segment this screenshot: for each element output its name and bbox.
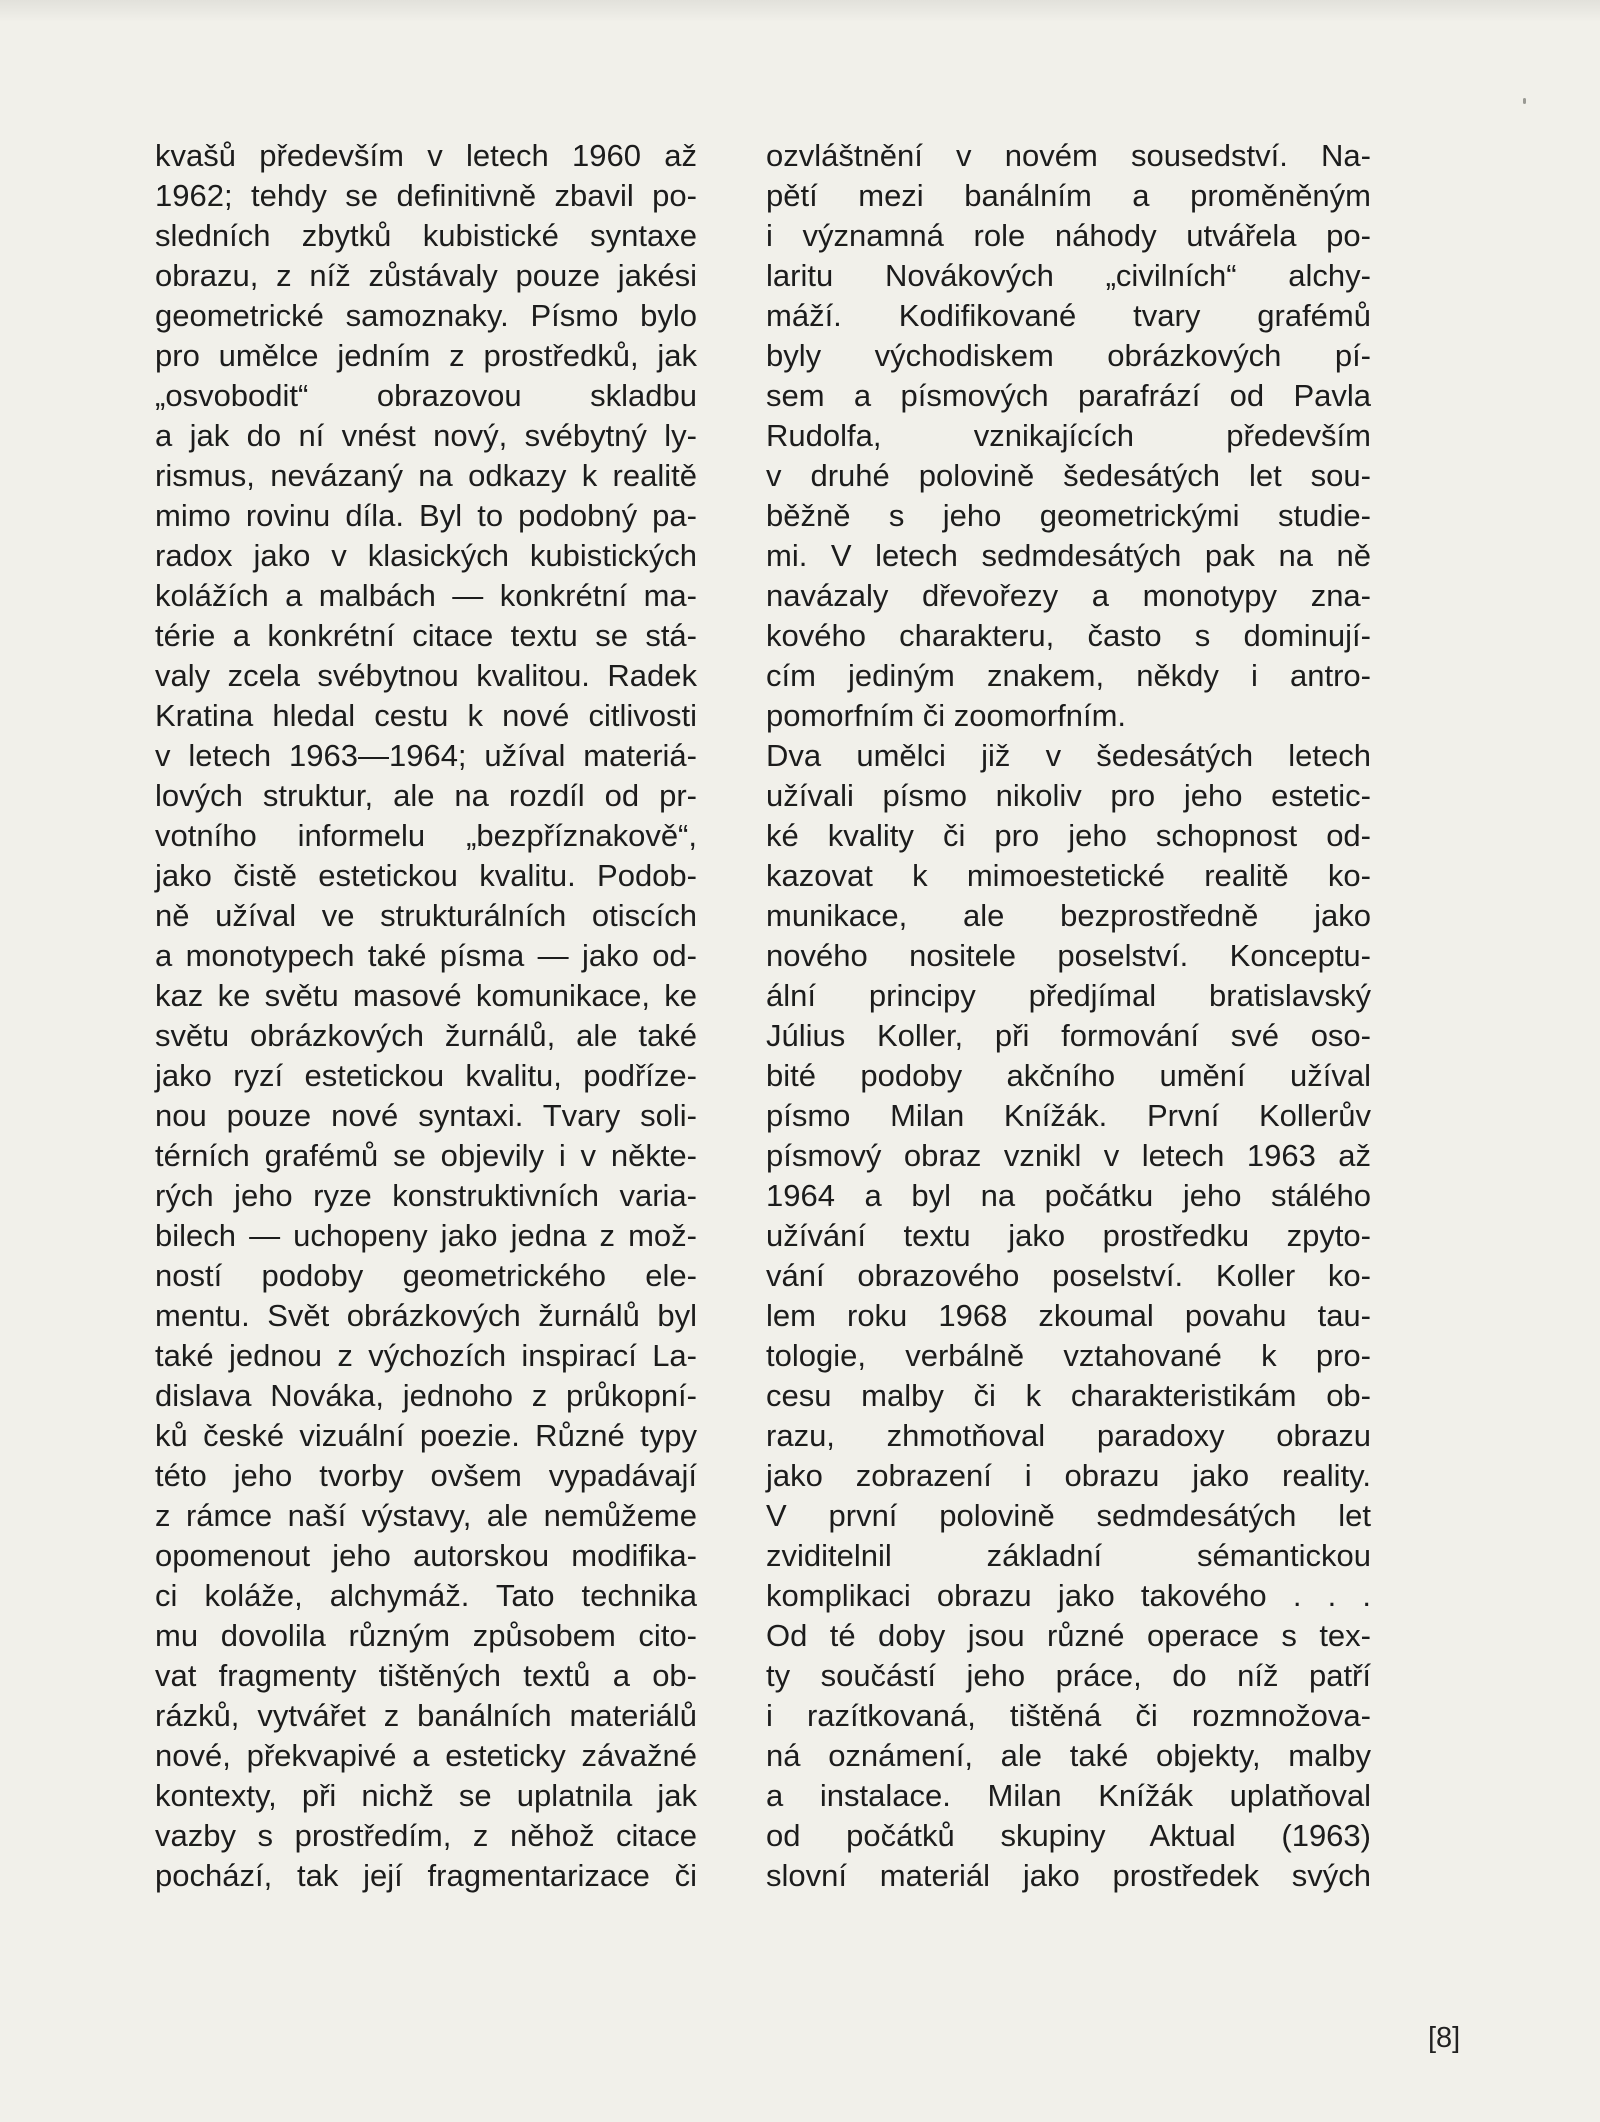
text-line: komplikaci obrazu jako takového . . . xyxy=(766,1578,1371,1613)
text-line: bité podoby akčního umění užíval xyxy=(766,1058,1371,1093)
text-line: také jednou z výchozích inspirací La- xyxy=(155,1338,697,1373)
text-line: votního informelu „bezpříznakově“, xyxy=(155,818,697,853)
text-line: vat fragmenty tištěných textů a ob- xyxy=(155,1658,697,1693)
text-line: kontexty, při nichž se uplatnila jak xyxy=(155,1778,697,1813)
text-line: a monotypech také písma — jako od- xyxy=(155,938,697,973)
text-line: zviditelnil základní sémantickou xyxy=(766,1538,1371,1573)
text-line: „osvobodit“ obrazovou skladbu xyxy=(155,378,697,413)
text-line: jako ryzí estetickou kvalitu, podříze- xyxy=(155,1058,697,1093)
text-line: valy zcela svébytnou kvalitou. Radek xyxy=(155,658,697,693)
text-line: Od té doby jsou různé operace s tex- xyxy=(766,1618,1371,1653)
page-top-edge xyxy=(0,0,1600,22)
text-line: ké kvality či pro jeho schopnost od- xyxy=(766,818,1371,853)
text-line: ozvláštnění v novém sousedství. Na- xyxy=(766,138,1371,173)
text-line: opomenout jeho autorskou modifika- xyxy=(155,1538,697,1573)
text-line: a jak do ní vnést nový, svébytný ly- xyxy=(155,418,697,453)
text-line: kolážích a malbách — konkrétní ma- xyxy=(155,578,697,613)
text-line: geometrické samoznaky. Písmo bylo xyxy=(155,298,697,333)
text-line: mu dovolila různým způsobem cito- xyxy=(155,1618,697,1653)
text-line: jako čistě estetickou kvalitu. Podob- xyxy=(155,858,697,893)
text-line: V první polovině sedmdesátých let xyxy=(766,1498,1371,1533)
text-line: Rudolfa, vznikajících především xyxy=(766,418,1371,453)
text-line: mentu. Svět obrázkových žurnálů byl xyxy=(155,1298,697,1333)
text-line: nové, překvapivé a esteticky závažné xyxy=(155,1738,697,1773)
text-line: lových struktur, ale na rozdíl od pr- xyxy=(155,778,697,813)
text-line: ci koláže, alchymáž. Tato technika xyxy=(155,1578,697,1613)
text-line: lem roku 1968 zkoumal povahu tau- xyxy=(766,1298,1371,1333)
text-line: sledních zbytků kubistické syntaxe xyxy=(155,218,697,253)
text-line: z rámce naší výstavy, ale nemůžeme xyxy=(155,1498,697,1533)
text-line: térie a konkrétní citace textu se stá- xyxy=(155,618,697,653)
text-line: světu obrázkových žurnálů, ale také xyxy=(155,1018,697,1053)
text-line: máží. Kodifikované tvary grafémů xyxy=(766,298,1371,333)
text-line: a instalace. Milan Knížák uplatňoval xyxy=(766,1778,1371,1813)
text-line: kazovat k mimoestetické realitě ko- xyxy=(766,858,1371,893)
text-line: jako zobrazení i obrazu jako reality. xyxy=(766,1458,1371,1493)
text-line: tologie, verbálně vztahované k pro- xyxy=(766,1338,1371,1373)
text-line: i významná role náhody utvářela po- xyxy=(766,218,1371,253)
text-line: térních grafémů se objevily i v někte- xyxy=(155,1138,697,1173)
text-line: rázků, vytvářet z banálních materiálů xyxy=(155,1698,697,1733)
text-line: laritu Novákových „civilních“ alchy- xyxy=(766,258,1371,293)
text-line: munikace, ale bezprostředně jako xyxy=(766,898,1371,933)
text-line: razu, zhmotňoval paradoxy obrazu xyxy=(766,1418,1371,1453)
paper-speck xyxy=(1523,98,1526,104)
text-column-left xyxy=(155,136,697,1896)
text-line: ně užíval ve strukturálních otiscích xyxy=(155,898,697,933)
text-line: nového nositele poselství. Konceptu- xyxy=(766,938,1371,973)
text-line: užívali písmo nikoliv pro jeho estetic- xyxy=(766,778,1371,813)
text-line: ální principy předjímal bratislavský xyxy=(766,978,1371,1013)
text-line: i razítkovaná, tištěná či rozmnožova- xyxy=(766,1698,1371,1733)
text-line: pro umělce jedním z prostředků, jak xyxy=(155,338,697,373)
text-line: navázaly dřevořezy a monotypy zna- xyxy=(766,578,1371,613)
text-line: 1964 a byl na počátku jeho stálého xyxy=(766,1178,1371,1213)
text-line: běžně s jeho geometrickými studie- xyxy=(766,498,1371,533)
text-line: Dva umělci již v šedesátých letech xyxy=(766,738,1371,773)
page-number: [8] xyxy=(1428,2022,1461,2054)
text-line: slovní materiál jako prostředek svých xyxy=(766,1858,1371,1893)
text-line: písmový obraz vznikl v letech 1963 až xyxy=(766,1138,1371,1173)
text-line: ty součástí jeho práce, do níž patří xyxy=(766,1658,1371,1693)
text-line: kaz ke světu masové komunikace, ke xyxy=(155,978,697,1013)
text-line: sem a písmových parafrází od Pavla xyxy=(766,378,1371,413)
text-line: ná oznámení, ale také objekty, malby xyxy=(766,1738,1371,1773)
text-line: cesu malby či k charakteristikám ob- xyxy=(766,1378,1371,1413)
text-line: od počátků skupiny Aktual (1963) xyxy=(766,1818,1371,1853)
text-line: vazby s prostředím, z něhož citace xyxy=(155,1818,697,1853)
text-line: bilech — uchopeny jako jedna z mož- xyxy=(155,1218,697,1253)
text-line: rismus, nevázaný na odkazy k realitě xyxy=(155,458,697,493)
text-line: této jeho tvorby ovšem vypadávají xyxy=(155,1458,697,1493)
text-line: radox jako v klasických kubistických xyxy=(155,538,697,573)
text-line: pomorfním či zoomorfním. xyxy=(766,698,1127,733)
text-line: kového charakteru, často s dominují- xyxy=(766,618,1371,653)
text-column-right xyxy=(766,136,1371,1896)
text-line: v druhé polovině šedesátých let sou- xyxy=(766,458,1371,493)
text-line: 1962; tehdy se definitivně zbavil po- xyxy=(155,178,697,213)
text-line: nou pouze nové syntaxi. Tvary soli- xyxy=(155,1098,697,1133)
text-line: dislava Nováka, jednoho z průkopní- xyxy=(155,1378,697,1413)
text-line: obrazu, z níž zůstávaly pouze jakési xyxy=(155,258,697,293)
text-line: mimo rovinu díla. Byl to podobný pa- xyxy=(155,498,697,533)
text-line: pochází, tak její fragmentarizace či xyxy=(155,1858,697,1893)
text-line: ků české vizuální poezie. Různé typy xyxy=(155,1418,697,1453)
text-line: kvašů především v letech 1960 až xyxy=(155,138,697,173)
text-line: vání obrazového poselství. Koller ko- xyxy=(766,1258,1371,1293)
text-line: mi. V letech sedmdesátých pak na ně xyxy=(766,538,1371,573)
text-line: Július Koller, při formování své oso- xyxy=(766,1018,1371,1053)
text-line: Kratina hledal cestu k nové citlivosti xyxy=(155,698,697,733)
text-line: v letech 1963—1964; užíval materiá- xyxy=(155,738,697,773)
text-line: užívání textu jako prostředku zpyto- xyxy=(766,1218,1371,1253)
text-line: rých jeho ryze konstruktivních varia- xyxy=(155,1178,697,1213)
text-line: písmo Milan Knížák. První Kollerův xyxy=(766,1098,1371,1133)
text-line: byly východiskem obrázkových pí- xyxy=(766,338,1371,373)
text-line: cím jediným znakem, někdy i antro- xyxy=(766,658,1371,693)
text-line: ností podoby geometrického ele- xyxy=(155,1258,697,1293)
text-line: pětí mezi banálním a proměněným xyxy=(766,178,1371,213)
